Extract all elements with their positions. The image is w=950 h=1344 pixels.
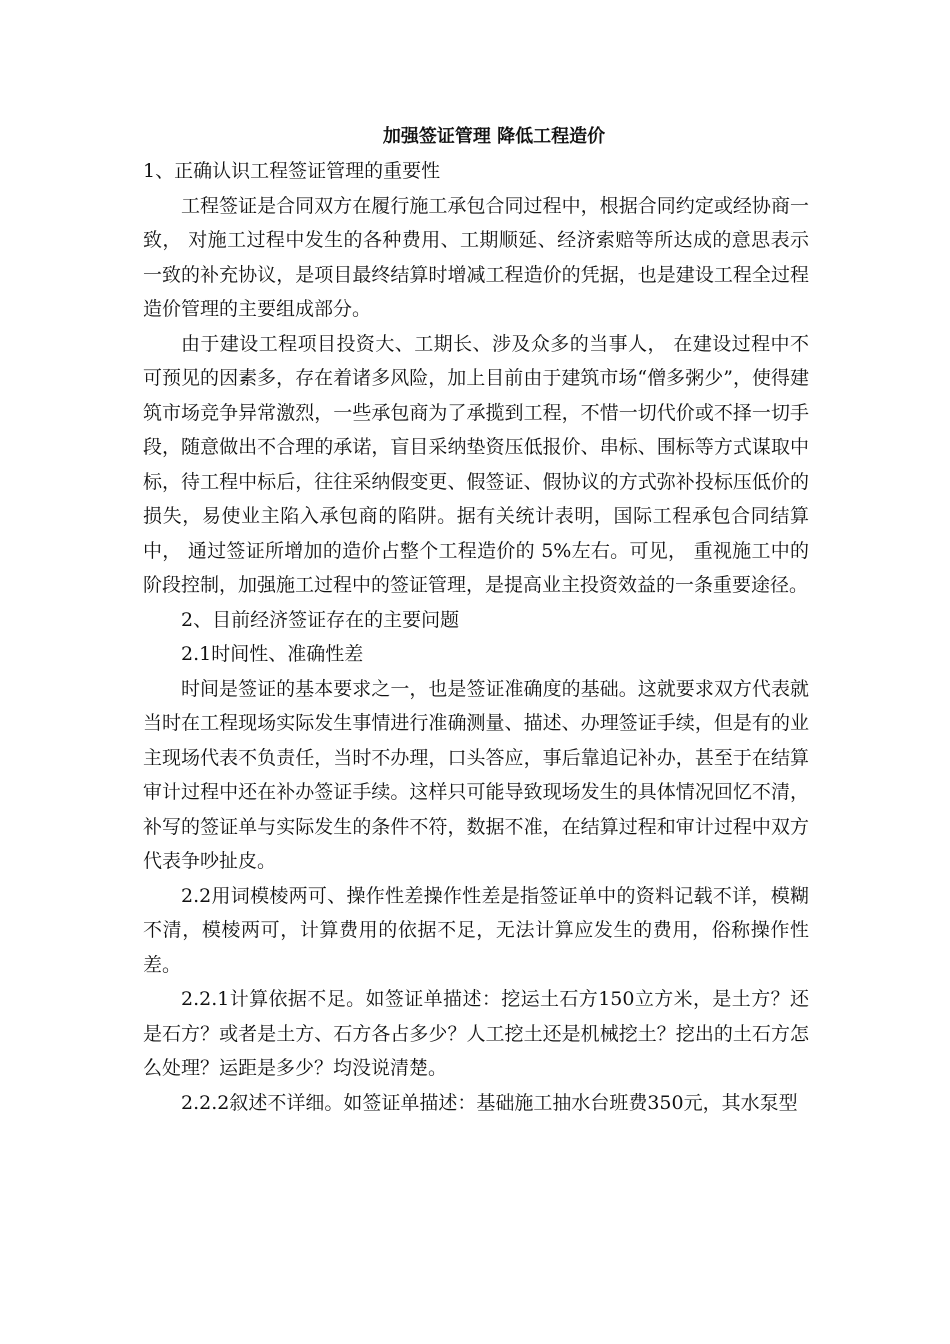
- document-body: [143, 120, 809, 1120]
- paragraph-4: 2.2用词模棱两可、操作性差操作性差是指签证单中的资料记载不详，模糊不清，模棱两可，计算费用的依据不足，无法计算应发生的费用，俗称操作性差。: [143, 884, 809, 976]
- paragraph-3: 时间是签证的基本要求之一，也是签证准确度的基础。这就要求双方代表就当时在工程现场实际发生事情进行准确测量、描述、办理签证手续，但是有的业主现场代表不负责任，当时不办理，口头答应，事后靠追记补办，甚至于在结算审计过程中还在补办签证手续。这样只可能导致现场发生的具体情况回忆不清，补写的签证单与实际发生的条件不符，数据不准，在结算过程和审计过程中双方代表争吵扯皮。: [143, 677, 809, 872]
- paragraph-2: 由于建设工程项目投资大、工期长、涉及众多的当事人， 在建设过程中不可预见的因素多，存在着诸多风险，加上目前由于建筑市场“僧多粥少”，使得建筑市场竞争异常激烈，一些承包商为了承揽到工程，不惜一切代价或不择一切手段，随意做出不合理的承诺，盲目采纳垫资压低报价、串标、围标等方式谋取中标，待工程中标后，往往采纳假变更、假签证、假协议的方式弥补投标压低价的损失，易使业主陷入承包商的陷阱。据有关统计表明，国际工程承包合同结算中， 通过签证所增加的造价占整个工程造价的 5%左右。可见， 重视施工中的阶段控制，加强施工过程中的签证管理，是提高业主投资效益的一条重要途径。: [143, 332, 809, 596]
- section-heading-1: 1、正确认识工程签证管理的重要性: [143, 160, 441, 182]
- paragraph-5: 2.2.1计算依据不足。如签证单描述：挖运土石方150立方米，是土方？还是石方？或者是土方、石方各占多少？人工挖土还是机械挖土？挖出的土石方怎么处理？运距是多少？均没说清楚。: [143, 988, 809, 1079]
- subsection-heading-2-1: 2.1时间性、准确性差: [181, 643, 364, 665]
- paragraph-1: 工程签证是合同双方在履行施工承包合同过程中，根据合同约定或经协商一致， 对施工过程中发生的各种费用、工期顺延、经济索赔等所达成的意思表示一致的补充协议，是项目最终结算时增减工程造价的凭据，也是建设工程全过程造价管理的主要组成部分。: [143, 194, 809, 320]
- document-title: 加强签证管理 降低工程造价: [382, 126, 606, 147]
- section-heading-2: 2、目前经济签证存在的主要问题: [181, 608, 460, 631]
- paragraph-6: 2.2.2叙述不详细。如签证单描述：基础施工抽水台班费350元，其水泵型: [181, 1091, 798, 1114]
